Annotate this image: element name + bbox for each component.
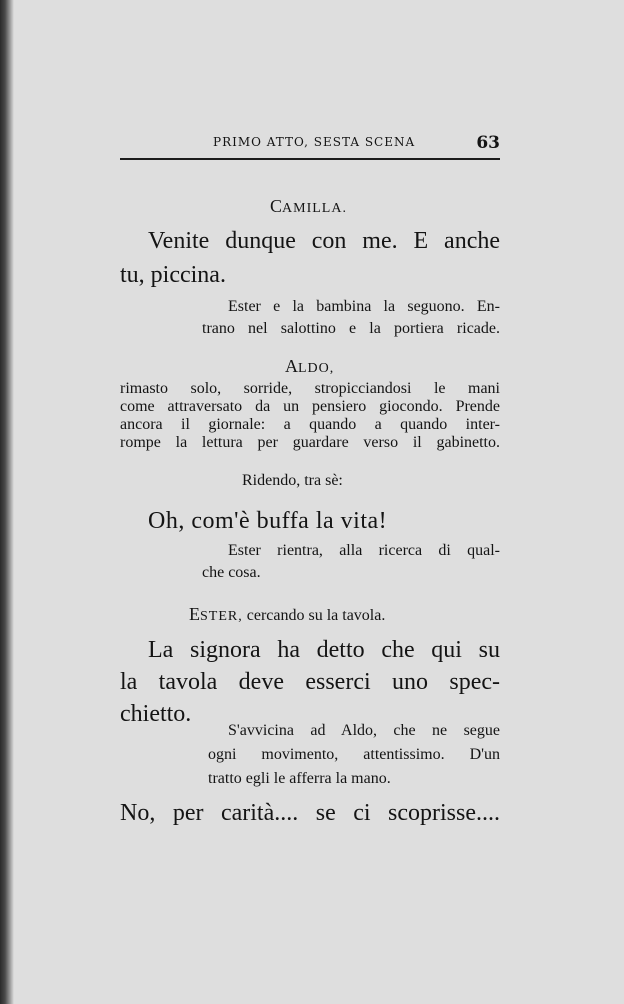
dialogue-camilla-line1: Venite dunque con me. E anche	[148, 228, 500, 254]
dialogue-camilla-line2: tu, piccina.	[120, 262, 226, 288]
book-spine-shadow	[0, 0, 14, 1004]
dialogue-final: No, per carità.... se ci scoprisse....	[120, 800, 500, 826]
page-number: 63	[476, 133, 500, 153]
dialogue-ester-line1: La signora ha detto che qui su	[148, 637, 500, 663]
stage-direction-2b: che cosa.	[202, 564, 261, 581]
stage-direction-3: S'avvicina ad Aldo, che ne segue	[228, 722, 500, 739]
speaker-camilla: CAMILLA.	[270, 196, 347, 216]
speaker-ester: ESTER, cercando su la tavola.	[189, 604, 386, 624]
aldo-direction: rimasto solo, sorride, stropicciandosi le mani come attraversato da un pensiero giocondo. Prende ancora il giornale: a quando a quando inter- rompe la lettura per guardare verso il gabinetto.	[120, 380, 500, 451]
stage-direction-2: Ester rientra, alla ricerca di qual-	[228, 542, 500, 559]
aldo-direction-end: Ridendo, tra sè:	[242, 472, 343, 489]
dialogue-ester-line3: chietto.	[120, 701, 192, 727]
speaker-aldo: ALDO,	[285, 356, 335, 376]
dialogue-aldo: Oh, com'è buffa la vita!	[148, 508, 388, 534]
running-title: PRIMO ATTO, SESTA SCENA	[213, 135, 416, 149]
stage-direction-3b: ogni movimento, attentissimo. D'un	[208, 746, 500, 763]
running-header	[120, 133, 500, 155]
stage-direction-1b: trano nel salottino e la portiera ricade.	[202, 320, 500, 337]
header-rule	[120, 158, 500, 160]
dialogue-ester-line2: la tavola deve esserci uno spec-	[120, 669, 500, 695]
stage-direction-3c: tratto egli le afferra la mano.	[208, 770, 391, 787]
stage-direction-1: Ester e la bambina la seguono. En-	[228, 298, 500, 315]
